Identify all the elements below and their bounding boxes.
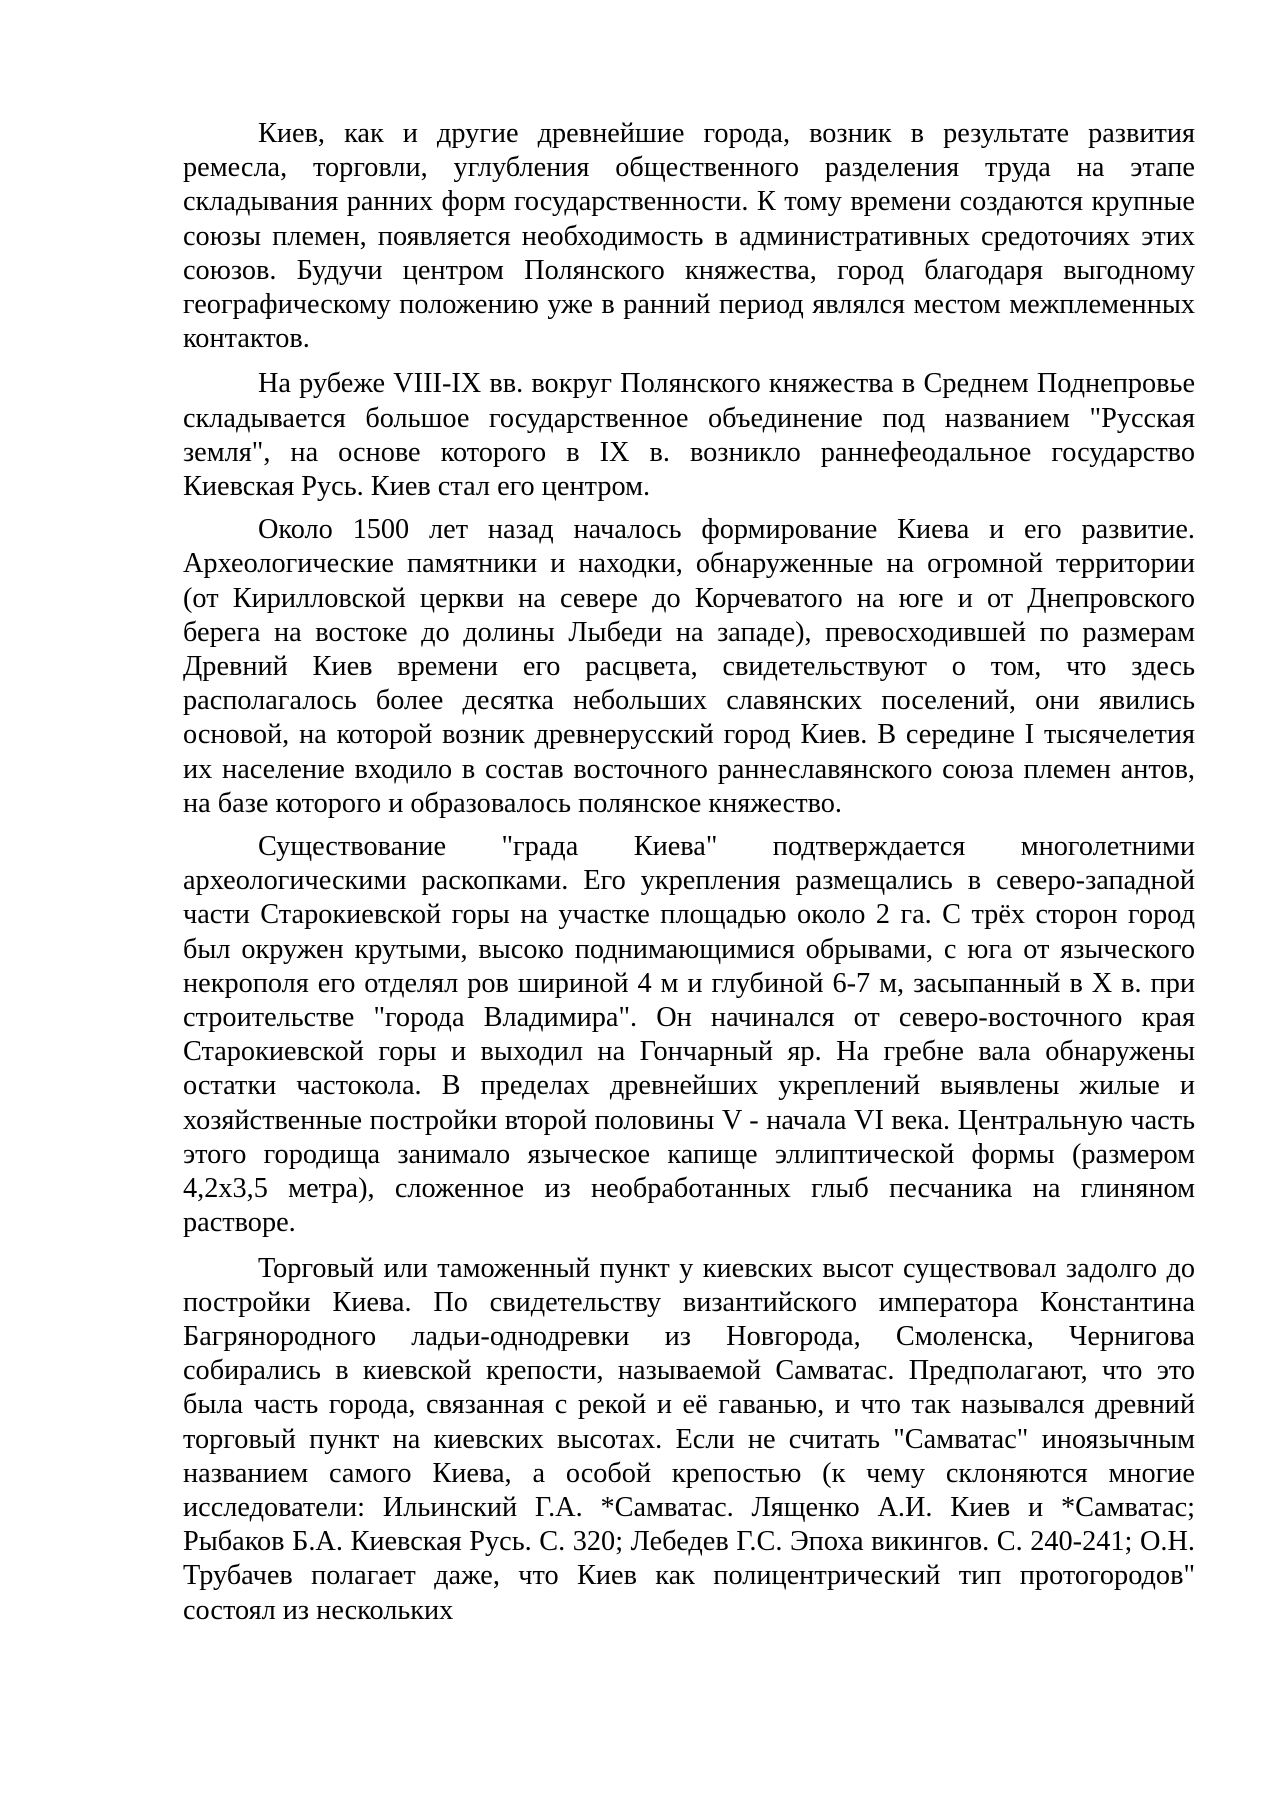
paragraph-4: Существование "града Киева" подтверждается многолетними археологическими раскопками. Его укрепления размещались в северо-западной части Старокиевской горы на участке площадью около 2 га. С трёх сторон город был окружен крутыми, высоко поднимающимися обрывами, с юга от языческого некрополя его отделял ров шириной 4 м и глубиной 6-7 м, засыпанный в X в. при строительстве "города Владимира". Он начинался от северо-восточного края Старокиевской горы и выходил на Гончарный яр. На гребне вала обнаружены остатки частокола. В пределах древнейших укреплений выявлены жилые и хозяйственные постройки второй половины V - начала VI века. Центральную часть этого городища занимало языческое капище эллиптической формы (размером 4,2х3,5 метра), сложенное из необработанных глыб песчаника на глиняном растворе. xyxy=(183,831,1195,1239)
paragraph-3: Около 1500 лет назад началось формирование Киева и его развитие. Археологические памятники и находки, обнаруженные на огромной территории (от Кирилловской церкви на севере до Корчеватого на юге и от Днепровского берега на востоке до долины Лыбеди на западе), превосходившей по размерам Древний Киев времени его расцвета, свидетельствуют о том, что здесь располагалось более десятка небольших славянских поселений, они явились основой, на которой возник древнерусский город Киев. В середине I тысячелетия их население входило в состав восточного раннеславянского союза племен антов, на базе которого и образовалось полянское княжество. xyxy=(183,514,1195,819)
paragraph-2: На рубеже VIII-IX вв. вокруг Полянского княжества в Среднем Поднепровье складывается большое государственное объединение под названием "Русская земля", на основе которого в IX в. возникло раннефеодальное государство Киевская Русь. Киев стал его центром. xyxy=(183,368,1195,503)
paragraph-5: Торговый или таможенный пункт у киевских высот существовал задолго до постройки Киева. По свидетельству византийского императора Константина Багрянородного ладьи-однодревки из Новгорода, Смоленска, Чернигова собирались в киевской крепости, называемой Самватас. Предполагают, что это была часть города, связанная с рекой и её гаванью, и что так назывался древний торговый пункт на киевских высотах. Если не считать "Самватас" иноязычным названием самого Киева, а особой крепостью (к чему склоняются многие исследователи: Ильинский Г.А. *Самватас. Лященко А.И. Киев и *Самватас; Рыбаков Б.А. Киевская Русь. С. 320; Лебедев Г.С. Эпоха викингов. С. 240-241; О.Н. Трубачев полагает даже, что Киев как полицентрический тип протогородов" состоял из нескольких xyxy=(183,1252,1195,1626)
paragraph-1: Киев, как и другие древнейшие города, возник в результате развития ремесла, торговли, углубления общественного разделения труда на этапе складывания ранних форм государственности. К тому времени создаются крупные союзы племен, появляется необходимость в административных средоточиях этих союзов. Будучи центром Полянского княжества, город благодаря выгодному географическому положению уже в ранний период являлся местом межплеменных контактов. xyxy=(183,118,1195,355)
document-body xyxy=(183,117,1195,1628)
